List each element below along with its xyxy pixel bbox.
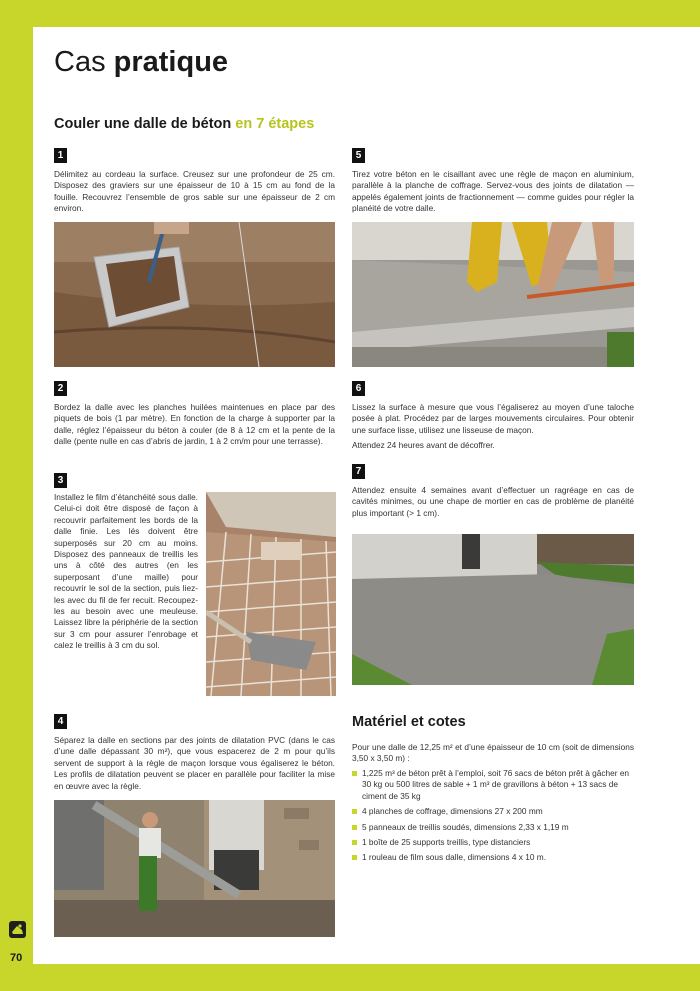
step-7-text: Attendez ensuite 4 semaines avant d’effectuer un ragréage en cas de cavités minimes, ou une chape de mortier en cas de problème de planéité plus important (> 1 cm).	[352, 485, 634, 518]
bullet-square-icon	[352, 771, 357, 776]
step-3-text: Installez le film d’étanchéité sous dalle. Celui-ci doit être disposé de façon à recouvrir parfaitement les bords de la dalle finie. Les lés doivent être superposés sur 20 cm au moins. Disposez des panneaux de treillis les uns à côté des autres (en les superposant d’une maille) pour recouvrir le sol de la section, puis liez-les avec du fil de fer recuit. Recoupez-les au besoin avec une meuleuse. Laissez libre la périphérie de la section sur 3 cm pour assurer l’enrobage et calez le treillis à 3 cm du sol.	[54, 492, 198, 651]
step-1-photo	[54, 222, 335, 367]
step-2-text: Bordez la dalle avec les planches huilées maintenues en place par des piquets de bois (1 par mètre). En fonction de la charge à supporter par la dalle, réglez l’épaisseur du béton à couler (de 8 à 12 cm et la pente de la dalle (pente nulle en cas d’abris de jardin, 1 à 2 cm/m pour une terrasse).	[54, 402, 335, 447]
step-6-text-note: Attendez 24 heures avant de décoffrer.	[352, 440, 495, 450]
step-4-number: 4	[54, 714, 67, 729]
step-4-text: Séparez la dalle en sections par des joints de dilatation PVC (dans le cas d’une dalle dépassant 30 m²), que vous espacerez de 2 m pour qu’ils servent de support à la règle de maçon lorsque vous égaliserez le béton. Les profils de dilatation peuvent se placer en parallèle pour faciliter la mise en œuvre avec la règle.	[54, 735, 335, 791]
step-5-number: 5	[352, 148, 365, 163]
materials-item: 5 panneaux de treillis soudés, dimensions 2,33 x 1,19 m	[352, 822, 634, 833]
step-7-photo	[352, 534, 634, 685]
step-3-number: 3	[54, 473, 67, 488]
step-4-photo	[54, 800, 335, 937]
bullet-square-icon	[352, 809, 357, 814]
step-1-number: 1	[54, 148, 67, 163]
materials-item: 1 boîte de 25 supports treillis, type distanciers	[352, 837, 634, 848]
materials-item: 1,225 m³ de béton prêt à l’emploi, soit 76 sacs de béton prêt à gâcher en 30 kg ou 500 litres de sable + 1 m³ de gravillons à béton + 13 sacs de ciment de 35 kg	[352, 768, 634, 802]
bullet-square-icon	[352, 855, 357, 860]
step-1-text: Délimitez au cordeau la surface. Creusez sur une profondeur de 25 cm. Disposez des graviers sur une épaisseur de 10 à 15 cm au fond de la fouille. Recouvrez l’ensemble de gros sable sur une épaisseur de 2 cm environ.	[54, 169, 335, 214]
step-5-photo	[352, 222, 634, 367]
materials-item: 4 planches de coffrage, dimensions 27 x 200 mm	[352, 806, 634, 817]
materials-intro: Pour une dalle de 12,25 m² et d’une épaisseur de 10 cm (soit de dimensions 3,50 x 3,50 m) :	[352, 742, 634, 764]
page-number: 70	[10, 952, 23, 964]
step-6-text: Lissez la surface à mesure que vous l’égaliserez au moyen d’une taloche posée à plat. Procédez par de larges mouvements circulaires. Pour obtenir une surface lisse, utilisez une lisseuse de maçon.	[352, 402, 634, 435]
bullet-square-icon	[352, 840, 357, 845]
materials-item: 1 rouleau de film sous dalle, dimensions 4 x 10 m.	[352, 852, 634, 863]
step-2-number: 2	[54, 381, 67, 396]
materials-list	[352, 768, 634, 868]
left-accent-band	[0, 0, 33, 964]
bullet-square-icon	[352, 825, 357, 830]
step-6-number: 6	[352, 381, 365, 396]
step-7-number: 7	[352, 464, 365, 479]
materials-title: Matériel et cotes	[352, 714, 466, 730]
page-title: Cas pratique	[54, 46, 229, 78]
bottom-accent-band	[0, 964, 700, 991]
step-3-photo	[206, 492, 336, 696]
brand-logo-icon	[9, 921, 26, 938]
section-subtitle: Couler une dalle de béton en 7 étapes	[54, 116, 315, 132]
step-5-text: Tirez votre béton en le cisaillant avec une règle de maçon en aluminium, parallèle à la planche de coffrage. Servez-vous des joints de dilatation — appelés également joints de fractionnement — comme guides pour régler la planéité de votre dalle.	[352, 169, 634, 214]
